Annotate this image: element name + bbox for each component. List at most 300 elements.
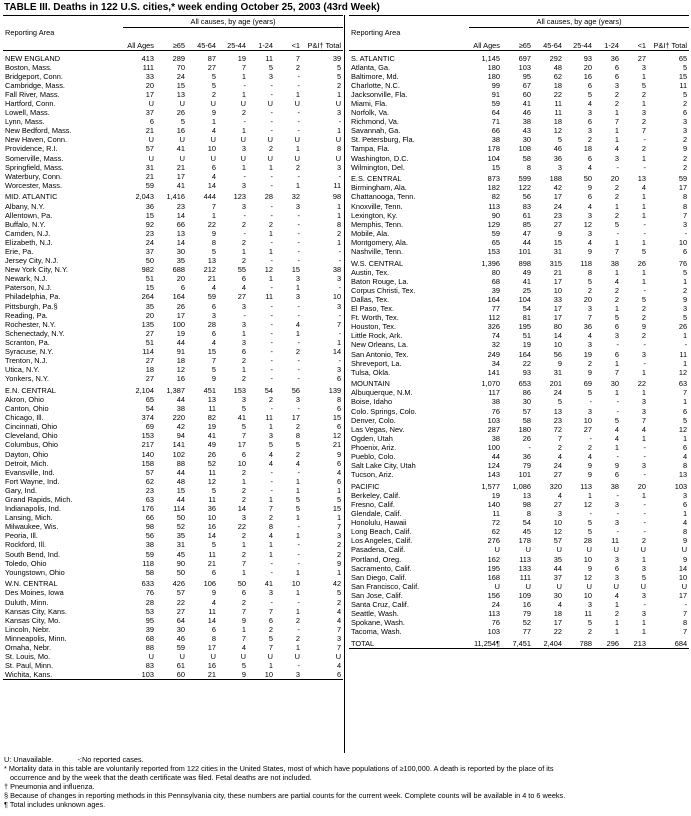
cell-value: 54: [145, 404, 154, 414]
cell-value: 1: [641, 627, 646, 637]
table-row: [3, 634, 343, 643]
table-row: [3, 513, 343, 522]
cell-value: 20: [637, 481, 646, 491]
cell-value: 2: [268, 513, 273, 523]
cell-value: 2: [295, 62, 300, 72]
cell-value: 12: [207, 476, 216, 486]
cell-value: 90: [176, 558, 185, 568]
cell-value: 6: [241, 449, 246, 459]
cell-reporting-area: Pueblo, Colo.: [351, 452, 396, 462]
cell-reporting-area: E.N. CENTRAL: [5, 385, 56, 395]
cell-value: -: [297, 337, 300, 347]
cell-value: 27: [583, 424, 592, 434]
cell-value: 21: [207, 558, 216, 568]
cell-value: -: [643, 358, 646, 368]
table-row: [3, 144, 343, 153]
cell-value: 7: [682, 627, 688, 637]
cell-value: 1: [295, 567, 300, 577]
cell-value: -: [243, 310, 246, 320]
cell-value: 3: [295, 292, 300, 302]
cell-reporting-area: PACIFIC: [351, 481, 380, 491]
cell-reporting-area: Chattanooga, Tenn.: [351, 192, 416, 202]
cell-value: U: [294, 153, 300, 163]
cell-value: 20: [176, 274, 185, 284]
cell-value: 7: [336, 522, 342, 532]
cell-value: 1,070: [481, 379, 500, 389]
cell-value: 3: [587, 600, 592, 610]
cell-value: -: [616, 509, 619, 519]
cell-reporting-area: Lowell, Mass.: [5, 108, 50, 118]
cell-value: U: [556, 581, 562, 591]
cell-value: 65: [145, 394, 154, 404]
cell-reporting-area: Camden, N.J.: [5, 228, 51, 238]
cell-value: 2: [587, 358, 592, 368]
table-row: [3, 495, 343, 504]
cell-reporting-area: Los Angeles, Calif.: [351, 536, 413, 546]
cell-reporting-area: Portland, Oreg.: [351, 554, 402, 564]
cell-value: 56: [553, 349, 562, 359]
cell-value: 1: [682, 397, 688, 407]
cell-value: 3: [557, 162, 562, 172]
cell-value: 3: [295, 274, 300, 284]
cell-value: 23: [145, 485, 154, 495]
cell-reporting-area: Evansville, Ind.: [5, 467, 55, 477]
cell-value: 15: [491, 162, 500, 172]
cell-value: 6: [614, 71, 619, 81]
cell-value: 117: [488, 388, 500, 398]
cell-value: 8: [682, 192, 688, 202]
cell-value: 59: [207, 292, 216, 302]
cell-value: U: [210, 652, 216, 662]
cell-value: 41: [522, 276, 531, 286]
cell-value: 2: [614, 294, 619, 304]
cell-value: U: [335, 135, 342, 145]
cell-value: -: [297, 661, 300, 671]
table-row: [3, 607, 343, 616]
cell-reporting-area: Duluth, Minn.: [5, 597, 49, 607]
cell-reporting-area: S. ATLANTIC: [351, 53, 395, 63]
cell-value: 44: [176, 495, 185, 504]
cell-value: 1: [295, 606, 300, 616]
cell-value: U: [494, 581, 500, 591]
cell-reporting-area: Kansas City, Mo.: [5, 615, 61, 625]
table-row: [349, 416, 689, 425]
cell-value: 158: [141, 458, 154, 468]
cell-value: 55: [237, 265, 246, 275]
cell-value: 2: [641, 144, 646, 154]
cell-value: 14: [207, 180, 216, 190]
cell-value: 2: [268, 624, 273, 634]
cell-value: 3: [336, 531, 342, 541]
cell-value: 4: [211, 597, 216, 607]
cell-reporting-area: Jersey City, N.J.: [5, 256, 59, 266]
cell-value: 63: [678, 379, 688, 389]
cell-value: 69: [583, 379, 592, 389]
header-65-plus: ≥65: [502, 28, 533, 51]
table-row: [349, 536, 689, 545]
cell-value: 7: [614, 367, 619, 377]
cell-reporting-area: Wichita, Kans.: [3, 670, 123, 680]
footnote-dagger: † Pneumonia and influenza.: [4, 781, 95, 791]
cell-value: 37: [145, 246, 154, 256]
cell-value: 5: [682, 62, 688, 72]
cell-value: 164: [518, 349, 531, 359]
cell-value: 1: [614, 135, 619, 145]
header-65-plus: ≥65: [156, 28, 187, 51]
cell-value: 38: [522, 117, 531, 127]
cell-value: 27: [207, 62, 216, 72]
cell-value: 10: [291, 579, 300, 589]
cell-value: 1: [241, 246, 246, 256]
cell-reporting-area: Detroit, Mich.: [5, 458, 49, 468]
cell-value: 72: [553, 424, 562, 434]
cell-value: 1: [336, 237, 342, 247]
cell-value: -: [243, 210, 246, 220]
cell-value: 9: [641, 322, 646, 332]
cell-value: 22: [553, 627, 562, 637]
cell-value: 7: [241, 431, 246, 441]
table-row: [349, 183, 689, 192]
cell-value: 30: [176, 624, 185, 634]
cell-value: 65: [678, 53, 688, 63]
table-row: [349, 202, 689, 211]
cell-value: 8: [526, 509, 531, 519]
cell-value: 38: [491, 135, 500, 145]
cell-value: 9: [587, 563, 592, 573]
cell-value: 5: [557, 135, 562, 145]
cell-value: 5: [211, 540, 216, 550]
cell-value: 1: [268, 495, 273, 504]
cell-value: 3: [682, 117, 688, 127]
cell-value: 5: [641, 294, 646, 304]
table-row: [3, 220, 343, 229]
cell-value: 153: [487, 246, 500, 256]
cell-value: 86: [522, 388, 531, 398]
cell-value: 51: [145, 274, 154, 284]
cell-value: 17: [553, 313, 562, 323]
cell-value: 21: [553, 267, 562, 277]
cell-value: 1: [641, 618, 646, 628]
table-row: [3, 90, 343, 99]
cell-reporting-area: Boise, Idaho: [351, 397, 393, 407]
cell-value: 2: [336, 549, 342, 559]
cell-value: 4: [587, 237, 592, 247]
cell-value: 264: [141, 292, 154, 302]
cell-reporting-area: Worcester, Mass.: [5, 180, 62, 190]
cell-value: 3: [295, 394, 300, 404]
cell-value: -: [243, 171, 246, 181]
cell-value: 42: [553, 183, 562, 193]
cell-value: 2: [241, 485, 246, 495]
cell-value: 36: [145, 201, 154, 211]
cell-value: 64: [491, 108, 500, 118]
cell-value: U: [210, 135, 216, 145]
cell-value: 6: [614, 62, 619, 72]
cell-reporting-area: South Bend, Ind.: [5, 549, 61, 559]
cell-value: 9: [211, 374, 216, 384]
cell-value: 114: [142, 347, 154, 356]
cell-value: 178: [518, 536, 531, 546]
cell-value: -: [338, 356, 342, 366]
cell-value: 4: [241, 643, 246, 652]
cell-value: 2: [336, 540, 342, 550]
cell-value: 8: [682, 201, 688, 211]
cell-value: U: [586, 545, 592, 555]
cell-value: 4: [557, 600, 562, 610]
cell-value: -: [270, 117, 273, 127]
cell-value: 7: [211, 356, 216, 366]
cell-value: 59: [176, 643, 185, 652]
cell-value: 1: [682, 358, 688, 368]
cell-value: 2: [614, 89, 619, 99]
cell-value: 2: [268, 394, 273, 404]
cell-value: 37: [553, 572, 562, 582]
cell-value: U: [240, 652, 246, 662]
table-row: [3, 598, 343, 607]
cell-value: 11,254¶: [469, 636, 502, 648]
cell-value: 2: [295, 422, 300, 432]
cell-value: 62: [491, 527, 500, 537]
cell-value: 123: [233, 192, 246, 202]
cell-value: 7: [241, 606, 246, 616]
cell-value: U: [179, 98, 185, 108]
cell-value: 684: [648, 636, 689, 648]
cell-value: U: [210, 153, 216, 163]
cell-value: 982: [141, 265, 154, 275]
cell-value: 7: [295, 53, 300, 63]
cell-value: U: [267, 153, 273, 163]
cell-value: 77: [522, 627, 531, 637]
right-table-panel: [349, 15, 689, 753]
cell-value: 103: [674, 481, 688, 491]
cell-value: 4: [295, 458, 300, 468]
cell-value: 6: [336, 422, 342, 432]
cell-value: 13: [207, 394, 216, 404]
cell-value: 60: [522, 89, 531, 99]
cell-value: 27: [145, 356, 154, 366]
table-row: [349, 545, 689, 554]
cell-reporting-area: Chicago, Ill.: [5, 413, 44, 423]
cell-value: U: [586, 581, 592, 591]
cell-value: 21: [207, 274, 216, 284]
cell-value: 2: [295, 615, 300, 625]
cell-value: -: [643, 228, 646, 238]
cell-value: 27: [176, 606, 185, 616]
cell-value: 1: [295, 89, 300, 99]
cell-value: 5: [587, 618, 592, 628]
cell-value: 697: [518, 53, 531, 63]
header-pi-total: P&I† Total: [648, 28, 689, 51]
cell-value: -: [643, 135, 646, 145]
cell-value: 2: [295, 449, 300, 459]
cell-reporting-area: Salt Lake City, Utah: [351, 461, 416, 471]
cell-value: 1: [641, 98, 646, 108]
cell-value: 15: [332, 504, 342, 514]
cell-value: 13: [678, 470, 688, 480]
cell-value: 48: [553, 62, 562, 72]
table-row: [3, 63, 343, 72]
cell-value: 180: [487, 71, 500, 81]
cell-value: -: [297, 246, 300, 256]
cell-reporting-area: Gary, Ind.: [5, 485, 37, 495]
table-row: [3, 211, 343, 220]
cell-value: -: [297, 228, 300, 238]
cell-value: -: [270, 476, 273, 486]
cell-value: 17: [145, 89, 154, 99]
cell-value: 6: [587, 192, 592, 202]
cell-value: 52: [207, 458, 216, 468]
table-row: [3, 440, 343, 449]
cell-value: 19: [522, 340, 531, 350]
cell-value: 1: [682, 331, 688, 341]
cell-value: 3: [241, 144, 246, 154]
cell-value: 74: [491, 331, 500, 341]
table-body-right: [349, 51, 689, 649]
cell-value: 1,086: [512, 481, 531, 491]
cell-value: 4: [211, 283, 216, 293]
cell-value: 5: [241, 422, 246, 432]
cell-value: 2: [641, 536, 646, 546]
cell-value: U: [335, 652, 342, 662]
table-row: [3, 99, 343, 108]
cell-value: 3: [211, 310, 216, 320]
table-row: [3, 522, 343, 531]
cell-reporting-area: Milwaukee, Wis.: [5, 522, 59, 532]
cell-value: -: [270, 201, 273, 211]
table-row: [349, 368, 689, 377]
cell-value: -: [297, 558, 300, 568]
cell-value: 9: [682, 294, 688, 304]
cell-value: 5: [614, 219, 619, 229]
table-row: [349, 108, 689, 117]
cell-value: 95: [145, 615, 154, 625]
table-row: [3, 652, 343, 661]
cell-value: -: [270, 485, 273, 495]
cell-value: 9: [336, 449, 342, 459]
cell-value: 36: [553, 153, 562, 163]
cell-reporting-area: Fall River, Mass.: [5, 89, 60, 99]
cell-value: 5: [211, 80, 216, 90]
cell-value: 92: [145, 219, 154, 229]
cell-value: 12: [583, 219, 592, 229]
table-row: [349, 582, 689, 591]
cell-value: 133: [518, 563, 531, 573]
cell-value: 8: [336, 219, 342, 229]
cell-value: 6: [211, 162, 216, 172]
cell-value: 5: [268, 633, 273, 643]
cell-value: 3: [295, 201, 300, 211]
cell-value: 42: [176, 422, 185, 432]
cell-value: 9: [557, 358, 562, 368]
cell-value: 3: [268, 71, 273, 81]
cell-value: 114: [173, 504, 185, 514]
cell-value: -: [643, 500, 646, 509]
region-row: [349, 51, 689, 63]
cell-value: 1: [268, 274, 273, 284]
cell-value: 20: [583, 62, 592, 72]
cell-value: 30: [610, 379, 619, 389]
cell-value: 12: [583, 500, 592, 509]
cell-reporting-area: Little Rock, Ark.: [351, 331, 403, 341]
cell-value: 6: [241, 588, 246, 598]
cell-value: 7: [268, 643, 273, 652]
cell-value: 67: [522, 80, 531, 90]
cell-reporting-area: Youngstown, Ohio: [5, 567, 65, 577]
cell-value: 41: [176, 180, 185, 190]
cell-reporting-area: Jacksonville, Fla.: [351, 89, 408, 99]
cell-value: 1: [336, 337, 342, 347]
cell-value: -: [338, 117, 342, 127]
table-row: [3, 395, 343, 404]
cell-value: -: [616, 340, 619, 350]
cell-reporting-area: Somerville, Mass.: [5, 153, 64, 163]
cell-value: 6: [682, 442, 688, 452]
cell-value: 12: [678, 424, 688, 434]
cell-reporting-area: Canton, Ohio: [5, 404, 49, 414]
cell-value: 19: [583, 349, 592, 359]
cell-value: 599: [518, 174, 531, 184]
cell-value: 2: [641, 89, 646, 99]
deaths-table-left: [3, 15, 343, 680]
header-1-24: 1-24: [248, 28, 275, 51]
cell-value: 91: [491, 89, 500, 99]
cell-value: 46: [176, 633, 185, 643]
cell-value: 143: [487, 470, 500, 480]
cell-value: -: [270, 374, 273, 384]
cell-value: -: [643, 518, 646, 528]
cell-value: U: [640, 545, 646, 555]
cell-reporting-area: Akron, Ohio: [5, 394, 45, 404]
cell-value: 3: [614, 554, 619, 564]
cell-reporting-area: Rockford, Ill.: [5, 540, 47, 550]
table-row: [3, 256, 343, 265]
cell-reporting-area: Elizabeth, N.J.: [5, 237, 53, 247]
cell-value: 3: [587, 210, 592, 220]
table-row: [349, 90, 689, 99]
cell-value: 6: [180, 283, 185, 293]
cell-value: 168: [487, 572, 500, 582]
cell-value: 11: [554, 108, 562, 118]
cell-value: U: [148, 98, 154, 108]
table-row: [349, 591, 689, 600]
cell-value: 7: [682, 210, 688, 220]
cell-value: 7: [211, 201, 216, 211]
cell-value: 12: [176, 365, 185, 375]
cell-value: 1: [336, 210, 342, 220]
table-row: [349, 163, 689, 172]
cell-value: 249: [487, 349, 500, 359]
cell-value: 41: [522, 98, 531, 108]
cell-value: 18: [583, 144, 592, 154]
cell-value: -: [297, 467, 300, 477]
footnote-star-cont: occurrence and by the week that the death certificate was filed. Fetal deaths are not included.: [10, 772, 312, 782]
cell-reporting-area: Minneapolis, Minn.: [5, 633, 67, 643]
cell-value: 2: [241, 256, 246, 266]
cell-reporting-area: Long Beach, Calif.: [351, 527, 412, 537]
cell-value: -: [270, 347, 273, 356]
cell-value: 8: [682, 461, 688, 471]
cell-value: 1: [641, 490, 646, 500]
cell-value: 118: [580, 258, 592, 268]
cell-value: 2: [295, 162, 300, 172]
cell-value: 320: [549, 481, 562, 491]
table-row: [349, 407, 689, 416]
cell-value: 141: [487, 367, 500, 377]
cell-value: 2: [336, 597, 342, 607]
cell-value: 2: [241, 356, 246, 366]
cell-value: -: [297, 365, 300, 375]
cell-value: 11: [611, 536, 619, 546]
